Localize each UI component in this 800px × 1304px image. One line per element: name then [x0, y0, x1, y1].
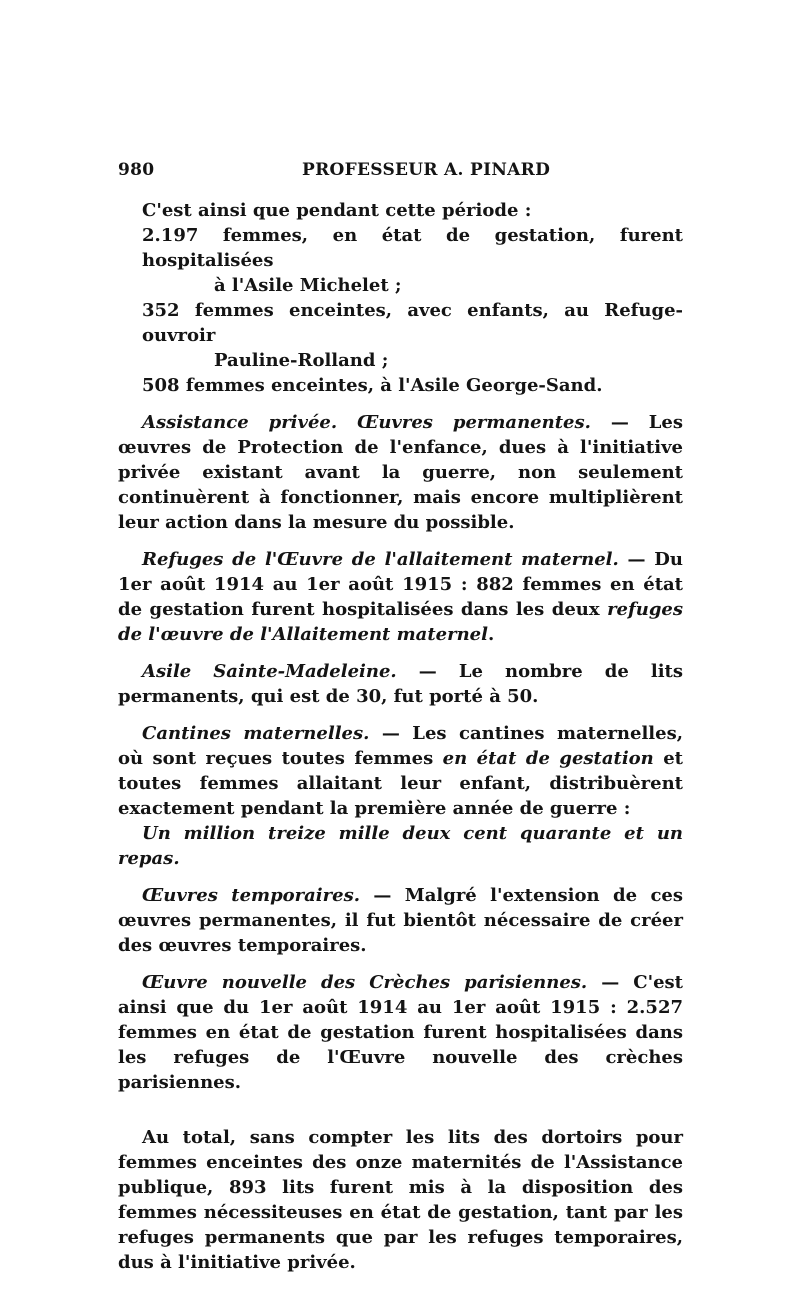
- paragraph-text: — Les œuvres de Protection de l'enfance, dues à l'initiative privée existant avant la guerre, non seulement continuèrent à fonctionner, mais encore multiplièrent leur action dans la mesure du possible.: [118, 412, 683, 533]
- paragraph-text: et toutes femmes allaitant leur enfant, distribuèrent exactement pendant la première année de guerre :: [118, 748, 683, 819]
- running-title: PROFESSEUR A. PINARD: [302, 160, 551, 180]
- paragraph-asile-sainte-madeleine: [118, 659, 683, 709]
- paragraph-heading: Cantines maternelles.: [142, 723, 370, 744]
- list-item-1: 2.197 femmes, en état de gestation, furent hospitalisées: [142, 225, 683, 271]
- list-item-2-continuation: Pauline-Rolland ;: [214, 350, 389, 371]
- paragraph-italic-text: en état de gestation: [442, 748, 654, 769]
- paragraph-creches-parisiennes: [118, 970, 683, 1095]
- page-body: [118, 198, 683, 1275]
- page-number: 980: [118, 160, 155, 180]
- paragraph-oeuvres-temporaires: [118, 883, 683, 958]
- paragraph-assistance-privee: [118, 410, 683, 535]
- paragraph-text: — Le nombre de lits permanents, qui est de 30, fut porté à 50.: [118, 661, 683, 707]
- paragraph-refuges-allaitement: [118, 547, 683, 647]
- paragraph-au-total: Au total, sans compter les lits des dortoirs pour femmes enceintes des onze maternités de l'Assistance publique, 893 lits furent mis à la disposition des femmes nécessiteuses en état de gestation, tant par les refuges permanents que par les refuges temporaires, dus à l'initiative privée.: [118, 1127, 683, 1273]
- paragraph-italic-text: refuges de l'œuvre de l'Allaitement maternel: [118, 599, 683, 645]
- paragraph-heading: Assistance privée. Œuvres permanentes.: [142, 412, 591, 433]
- paragraph-heading: Refuges de l'Œuvre de l'allaitement maternel.: [142, 549, 619, 570]
- paragraph-heading: Œuvres temporaires.: [142, 885, 360, 906]
- paragraph-text: — Du 1er août 1914 au 1er août 1915 : 882 femmes en état de gestation furent hospitalisées dans les deux: [118, 549, 683, 620]
- list-item-1-continuation: à l'Asile Michelet ;: [214, 275, 402, 296]
- page-header: [118, 160, 688, 184]
- paragraph-text: .: [487, 624, 495, 645]
- paragraph-text: — C'est ainsi que du 1er août 1914 au 1er août 1915 : 2.527 femmes en état de gestation furent hospitalisées dans les refuges de l'Œuvre nouvelle des crèches parisiennes.: [118, 972, 683, 1093]
- list-item-2: 352 femmes enceintes, avec enfants, au Refuge-ouvroir: [142, 300, 683, 346]
- paragraph-cantines-maternelles: [118, 721, 683, 821]
- meals-count-line: Un million treize mille deux cent quarante et un repas.: [118, 823, 683, 869]
- paragraph-heading: Œuvre nouvelle des Crèches parisiennes.: [142, 972, 588, 993]
- paragraph-heading: Asile Sainte-Madeleine.: [142, 661, 397, 682]
- paragraph-text: — Malgré l'extension de ces œuvres permanentes, il fut bientôt nécessaire de créer des œuvres temporaires.: [118, 885, 683, 956]
- intro-line: C'est ainsi que pendant cette période :: [142, 200, 532, 221]
- list-item-3: 508 femmes enceintes, à l'Asile George-Sand.: [142, 375, 603, 396]
- paragraph-text: — Les cantines maternelles, où sont reçues toutes femmes: [118, 723, 683, 769]
